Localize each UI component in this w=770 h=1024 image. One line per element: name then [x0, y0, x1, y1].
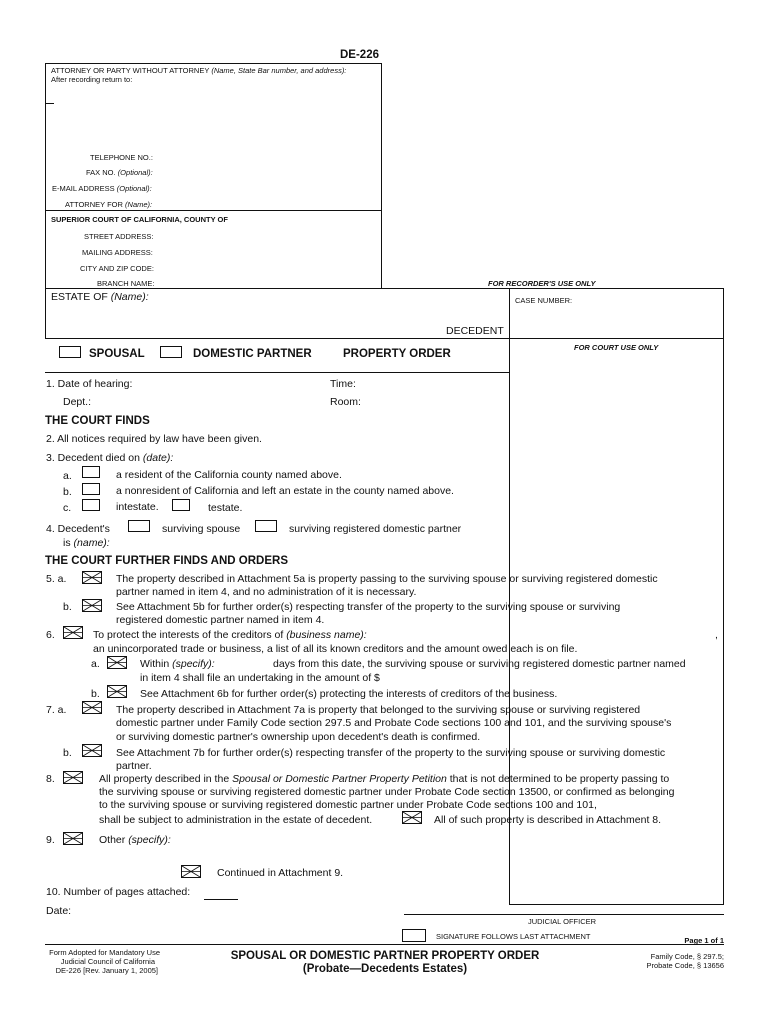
item-3-text: 3. Decedent died on (date): [46, 452, 174, 464]
attorney-label: ATTORNEY OR PARTY WITHOUT ATTORNEY (Name, State Bar number, and address): [51, 66, 347, 75]
item-8-number: 8. [46, 773, 55, 785]
item-7b-checked-box[interactable] [82, 744, 102, 757]
item-7a-number: 7. a. [46, 704, 67, 716]
is-name-label: is (name): [63, 537, 110, 549]
caption-left-border [45, 288, 46, 339]
item-3b-letter: b. [63, 486, 72, 498]
testate-label: testate. [208, 502, 243, 514]
room-label: Room: [330, 396, 361, 408]
continued-label: Continued in Attachment 9. [217, 867, 344, 879]
decedent-label: DECEDENT [446, 325, 504, 337]
surviving-partner-checkbox[interactable] [255, 520, 277, 532]
item-5a-line-2: partner named in item 4, and no administration of it is necessary. [116, 586, 417, 598]
court-use-bottom-border [509, 904, 724, 905]
testate-checkbox[interactable] [172, 499, 190, 511]
header-right-border [381, 63, 382, 288]
intestate-checkbox[interactable] [82, 499, 100, 511]
header-top-border [45, 63, 382, 64]
surviving-spouse-label: surviving spouse [162, 523, 241, 535]
court-use-left-border [509, 288, 510, 905]
item-3b-text: a nonresident of California and left an estate in the county named above. [116, 485, 454, 497]
recorder-use-label: FOR RECORDER'S USE ONLY [488, 279, 596, 288]
item-3c-letter: c. [63, 502, 72, 514]
item-5b-line-1: See Attachment 5b for further order(s) respecting transfer of the property to the surviving spouse or surviving [116, 601, 621, 613]
item-8-line-4: shall be subject to administration in the estate of decedent. [99, 814, 373, 826]
form-number: DE-226 [340, 49, 379, 61]
caption-top-border [45, 288, 724, 289]
item-6-comma: , [715, 629, 718, 641]
item-5b-checked-box[interactable] [82, 599, 102, 612]
resident-checkbox[interactable] [82, 466, 100, 478]
date-label: Date: [46, 905, 72, 917]
city-zip-label: CITY AND ZIP CODE: [80, 264, 154, 273]
domestic-partner-label: DOMESTIC PARTNER [193, 348, 312, 360]
item-7a-line-3: or surviving domestic partner's ownership upon decedent's death is confirmed. [116, 731, 481, 743]
item-5a-number: 5. a. [46, 573, 67, 585]
item-9-checked-box[interactable] [63, 832, 83, 845]
item-8-line-5: All of such property is described in Attachment 8. [434, 814, 662, 826]
item-6-line-1: To protect the interests of the creditors of (business name): [93, 629, 367, 641]
item-6-checked-box[interactable] [63, 626, 83, 639]
item-5b-letter: b. [63, 601, 72, 613]
codes-line-1: Family Code, § 297.5; [650, 952, 724, 961]
court-finds-heading: THE COURT FINDS [45, 415, 150, 427]
item-6a-line-1: days from this date, the surviving spouse or surviving registered domestic partner named [273, 658, 686, 670]
item-8-line-3: to the surviving spouse or surviving registered domestic partner under Probate Code sections 100 and 101, [99, 799, 597, 811]
return-mark [45, 103, 54, 104]
hearing-date-label: 1. Date of hearing: [46, 378, 133, 390]
signature-line[interactable] [404, 914, 724, 915]
estate-of-label: ESTATE OF (Name): [51, 291, 149, 303]
property-order-label: PROPERTY ORDER [343, 348, 451, 360]
attorney-for-label: ATTORNEY FOR (Name): [65, 200, 153, 209]
item-7a-checked-box[interactable] [82, 701, 102, 714]
return-label: After recording return to: [51, 75, 133, 84]
case-number-label: CASE NUMBER: [515, 296, 573, 305]
item-5a-line-1: The property described in Attachment 5a is property passing to the surviving spouse or surviving registered domestic [116, 573, 658, 585]
street-label: STREET ADDRESS: [84, 232, 154, 241]
continued-checked-box[interactable] [181, 865, 201, 878]
item-3a-text: a resident of the California county named above. [116, 469, 342, 481]
item-6a-letter: a. [91, 658, 100, 670]
footer-title: SPOUSAL OR DOMESTIC PARTNER PROPERTY ORDER [230, 950, 540, 962]
adopted-line-1: Form Adopted for Mandatory Use [49, 948, 160, 957]
item-7b-line-2: partner. [116, 760, 152, 772]
mailing-label: MAILING ADDRESS: [82, 248, 153, 257]
item-8-checked-box[interactable] [63, 771, 83, 784]
fax-label: FAX NO. (Optional): [86, 168, 153, 177]
time-label: Time: [330, 378, 356, 390]
item-9-number: 9. [46, 834, 55, 846]
item-2-text: 2. All notices required by law have been given. [46, 433, 262, 445]
item-7b-line-1: See Attachment 7b for further order(s) respecting transfer of the property to the surviving spouse or surviving domestic [116, 747, 666, 759]
branch-label: BRANCH NAME: [97, 279, 155, 288]
surviving-partner-label: surviving registered domestic partner [289, 523, 462, 535]
item-3a-letter: a. [63, 470, 72, 482]
nonresident-checkbox[interactable] [82, 483, 100, 495]
item-6-line-2: an unincorporated trade or business, a list of all its known creditors and the amount owed each is on file. [93, 643, 578, 655]
footer-subtitle: (Probate—Decedents Estates) [302, 963, 468, 975]
item-5a-checked-box[interactable] [82, 571, 102, 584]
item-5b-line-2: registered domestic partner named in item 4. [116, 614, 325, 626]
surviving-spouse-checkbox[interactable] [128, 520, 150, 532]
court-label: SUPERIOR COURT OF CALIFORNIA, COUNTY OF [51, 215, 228, 224]
attachment-8-checked-box[interactable] [402, 811, 422, 824]
judicial-officer-label: JUDICIAL OFFICER [528, 917, 597, 926]
item-6a-line-2: in item 4 shall file an undertaking in the amount of $ [140, 672, 380, 684]
spousal-label: SPOUSAL [89, 348, 145, 360]
item-8-line-2: the surviving spouse or surviving registered domestic partner under Probate Code section 13500, or confirmed as belonging [99, 786, 675, 798]
item-6a-checked-box[interactable] [107, 656, 127, 669]
domestic-partner-checkbox[interactable] [160, 346, 182, 358]
signature-follows-label: SIGNATURE FOLLOWS LAST ATTACHMENT [436, 932, 591, 941]
page-number: Page 1 of 1 [684, 936, 724, 945]
item-6b-text: See Attachment 6b for further order(s) protecting the interests of creditors of the business. [140, 688, 558, 700]
item-4-text: 4. Decedent's [46, 523, 110, 535]
item-7b-letter: b. [63, 747, 72, 759]
signature-follows-checkbox[interactable] [402, 929, 426, 942]
item-6a-within: Within (specify): [140, 658, 215, 670]
item-6-number: 6. [46, 629, 55, 641]
codes-line-2: Probate Code, § 13656 [646, 961, 724, 970]
further-finds-heading: THE COURT FURTHER FINDS AND ORDERS [45, 555, 288, 567]
pages-attached-label: 10. Number of pages attached: [46, 886, 191, 898]
pages-attached-line[interactable] [204, 899, 238, 900]
item-7a-line-1: The property described in Attachment 7a is property that belonged to the surviving spouse or surviving registered [116, 704, 641, 716]
spousal-checkbox[interactable] [59, 346, 81, 358]
item-9-other: Other (specify): [99, 834, 171, 846]
item-6b-checked-box[interactable] [107, 685, 127, 698]
court-divider [45, 210, 382, 211]
title-divider [45, 372, 510, 373]
item-6b-letter: b. [91, 688, 100, 700]
caption-divider [45, 338, 724, 339]
item-8-line-1: All property described in the Spousal or Domestic Partner Property Petition that is not determined to be property passing to [99, 773, 670, 785]
telephone-label: TELEPHONE NO.: [90, 153, 153, 162]
header-left-border [45, 63, 46, 288]
adopted-line-2: Judicial Council of California [60, 957, 155, 966]
item-7a-line-2: domestic partner under Family Code section 297.5 and Probate Code sections 100 and 101, and the surviving spouse's [116, 717, 672, 729]
court-use-label: FOR COURT USE ONLY [574, 343, 659, 352]
intestate-label: intestate. [116, 501, 159, 513]
adopted-line-3: DE-226 [Rev. January 1, 2005] [55, 966, 158, 975]
email-label: E-MAIL ADDRESS (Optional): [52, 184, 152, 193]
court-use-right-border [723, 288, 724, 905]
dept-label: Dept.: [63, 396, 92, 408]
